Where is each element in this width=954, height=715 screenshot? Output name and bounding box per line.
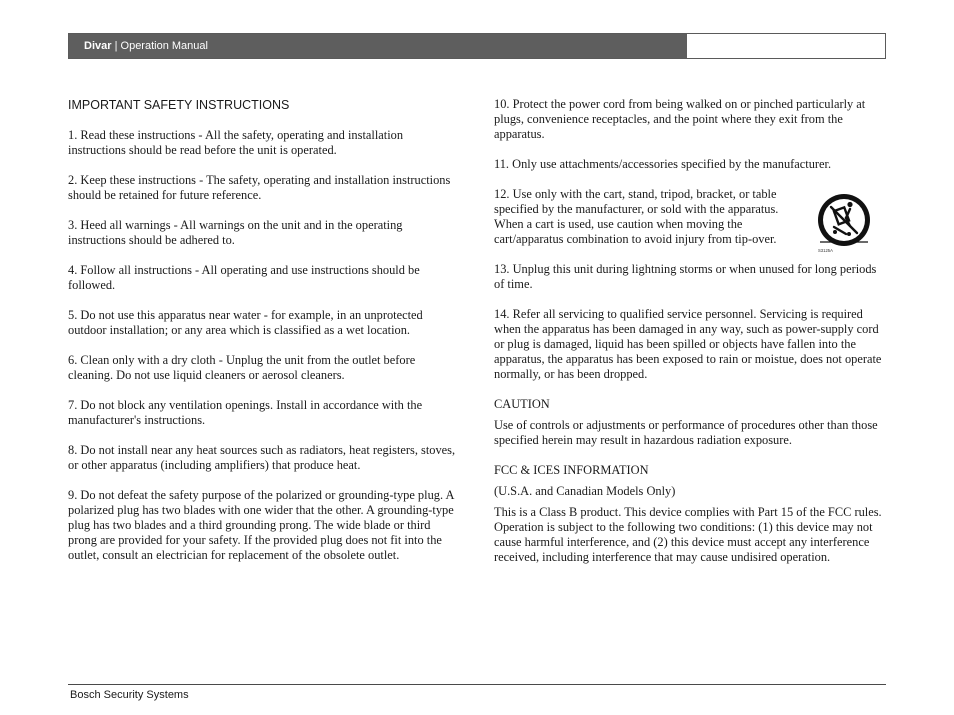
caution-text: Use of controls or adjustments or performance of procedures other than those specified herein may result in hazardous radiation exposure. [494,418,878,447]
header-title-bar [69,34,687,58]
footer-divider [68,684,886,685]
fcc-models: (U.S.A. and Canadian Models Only) [494,484,676,498]
instruction-4: 4. Follow all instructions - All operating and use instructions should be followed. [68,263,420,292]
instruction-14: 14. Refer all servicing to qualified service personnel. Servicing is required when the apparatus has been damaged in any way, such as power-supply cord or plug is damaged, liquid has been spilled or objects have fallen into the apparatus, the apparatus has been exposed to rain or moistue, does not operate normally, or has been dropped. [494,307,882,381]
safety-heading: IMPORTANT SAFETY INSTRUCTIONS [68,98,290,112]
instruction-5: 5. Do not use this apparatus near water - for example, in an unprotected outdoor installation; or any area which is classified as a wet location. [68,308,423,337]
instruction-9: 9. Do not defeat the safety purpose of the polarized or grounding-type plug. A polarized plug has two blades with one wider that the other. A grounding-type plug has two blades and a third grounding prong. The wide blade or third prong are provided for your safety. If the provided plug does not fit into the outlet, consult an electrician for replacement of the obsolete outlet. [68,488,454,562]
instruction-3: 3. Heed all warnings - All warnings on the unit and in the operating instructions should be adhered to. [68,218,403,247]
instruction-2: 2. Keep these instructions - The safety, operating and installation instructions should be retained for future reference. [68,173,451,202]
instruction-13: 13. Unplug this unit during lightning storms or when unused for long periods of time. [494,262,877,291]
header-separator: | [111,40,121,52]
instruction-7: 7. Do not block any ventilation openings. Install in accordance with the manufacturer's instructions. [68,398,423,427]
cart-tip-over-warning-icon [812,192,884,254]
instruction-8: 8. Do not install near any heat sources such as radiators, heat registers, stoves, or other apparatus (including amplifiers) that produce heat. [68,443,456,472]
instruction-12-block [494,187,886,253]
header-brand: Divar [84,40,112,52]
right-column [494,97,886,580]
instruction-12: 12. Use only with the cart, stand, tripod, bracket, or table specified by the manufacturer, or sold with the apparatus. When a cart is used, use caution when moving the cart/apparatus combination to avoid injury from tip-over. [494,187,779,246]
fcc-heading: FCC & ICES INFORMATION [494,463,649,477]
header-subtitle: Operation Manual [120,40,208,52]
instruction-6: 6. Clean only with a dry cloth - Unplug the unit from the outlet before cleaning. Do not use liquid cleaners or aerosol cleaners. [68,353,416,382]
instruction-1: 1. Read these instructions - All the safety, operating and installation instructions should be read before the unit is operated. [68,128,404,157]
page-header [68,33,886,59]
caution-heading: CAUTION [494,397,550,411]
fcc-text: This is a Class B product. This device complies with Part 15 of the FCC rules. Operation is subject to the following two conditions: (1) this device may not cause harmful interference, and (2) this device must accept any interference received, including interference that may cause undisired operation. [494,505,882,564]
left-column [68,97,460,578]
instruction-10: 10. Protect the power cord from being walked on or pinched particularly at plugs, convenience receptacles, and the point where they exit from the apparatus. [494,97,866,141]
instruction-11: 11. Only use attachments/accessories specified by the manufacturer. [494,157,832,171]
cart-icon-label: S3125A [818,248,833,253]
footer-company: Bosch Security Systems [70,689,189,701]
